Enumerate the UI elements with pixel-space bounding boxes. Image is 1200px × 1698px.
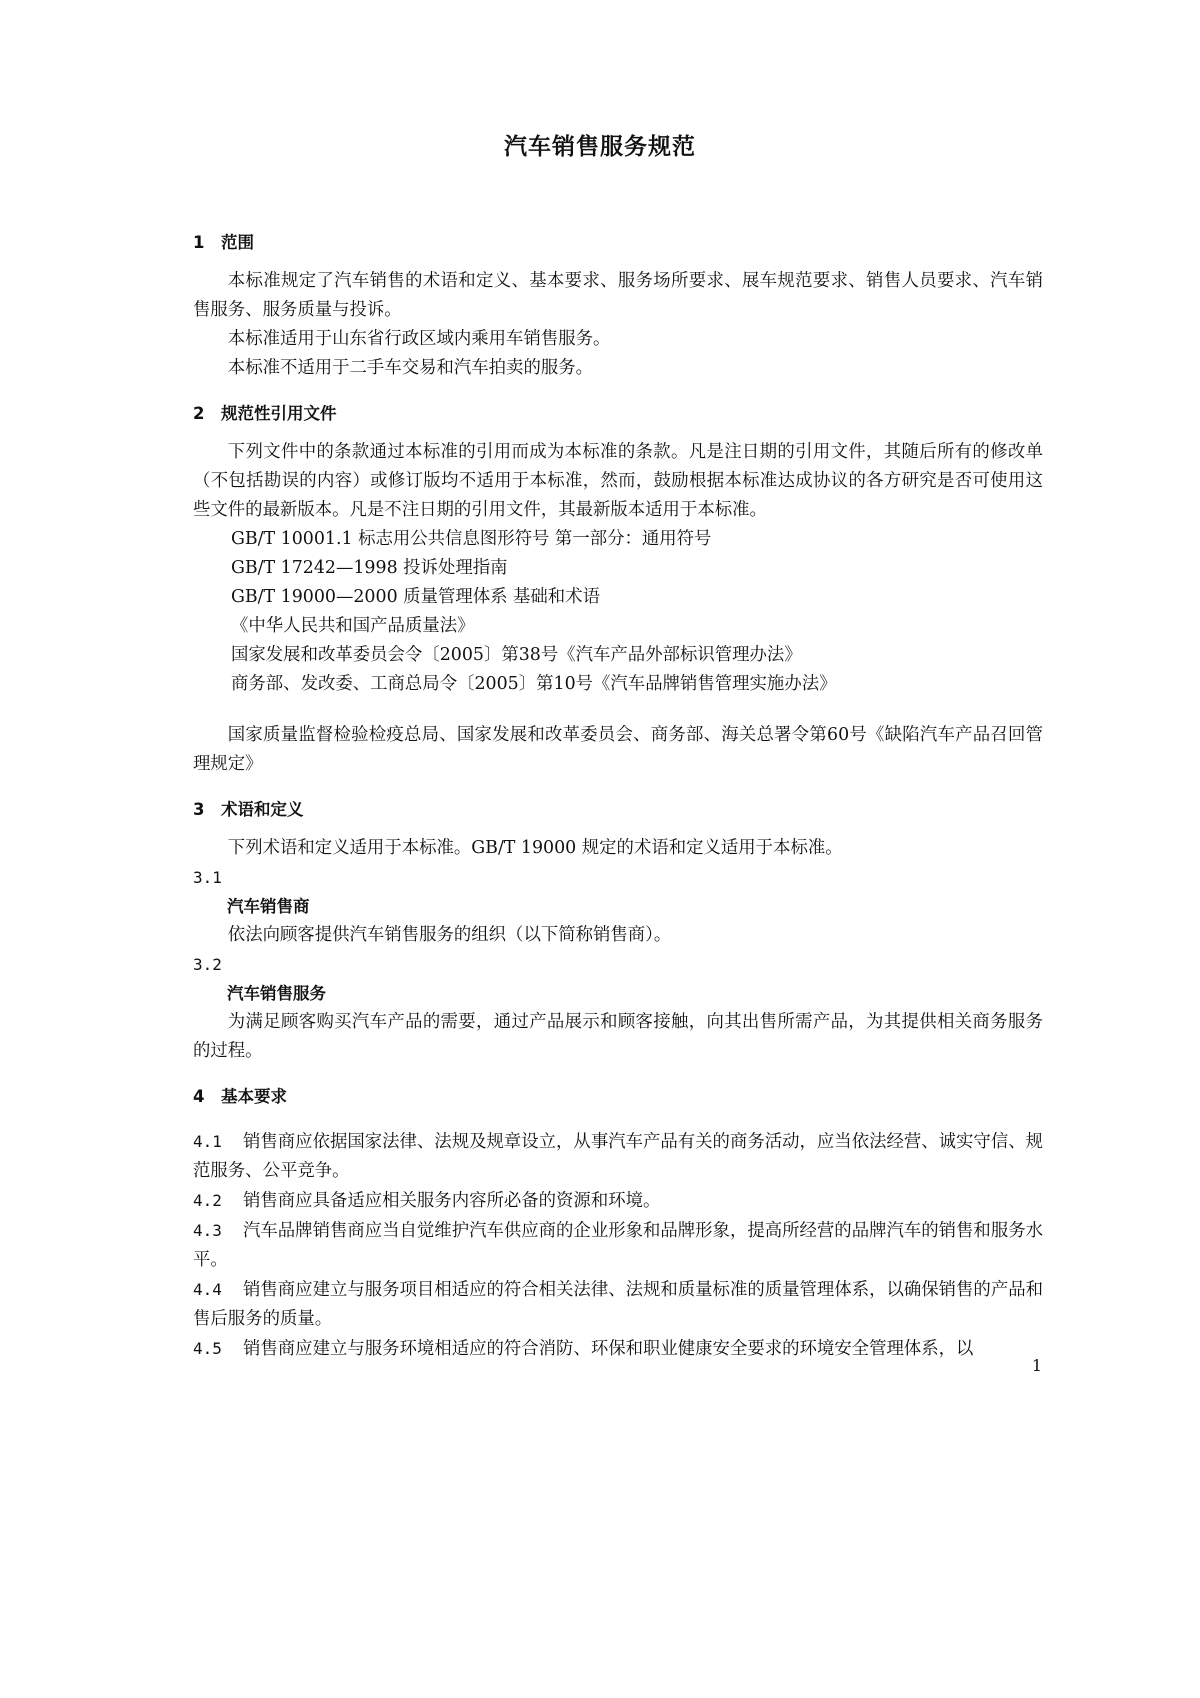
clause-number: 4.5 xyxy=(193,1339,222,1358)
term-name: 汽车销售商 xyxy=(227,897,310,916)
document-body xyxy=(193,228,1043,1364)
section-heading-3 xyxy=(193,795,1043,824)
clause-text: 汽车品牌销售商应当自觉维护汽车供应商的企业形象和品牌形象，提高所经营的品牌汽车的销售和服务水平。 xyxy=(193,1221,1043,1270)
section-number: 1 xyxy=(193,233,205,252)
reference-item: GB/T 17242—1998 投诉处理指南 xyxy=(231,558,508,578)
term-definition: 为满足顾客购买汽车产品的需要，通过产品展示和顾客接触，向其出售所需产品，为其提供相关商务服务的过程。 xyxy=(193,1012,1043,1061)
section-heading-1 xyxy=(193,228,1043,257)
clause-text: 销售商应具备适应相关服务内容所必备的资源和环境。 xyxy=(243,1191,661,1211)
reference-item: 《中华人民共和国产品质量法》 xyxy=(231,616,475,636)
clause-number: 4.2 xyxy=(193,1191,222,1210)
clause-text: 销售商应建立与服务项目相适应的符合相关法律、法规和质量标准的质量管理体系，以确保销售的产品和售后服务的质量。 xyxy=(193,1280,1043,1329)
clause xyxy=(193,1216,1043,1275)
clause xyxy=(193,1127,1043,1186)
reference-item: 国家发展和改革委员会令〔2005〕第38号《汽车产品外部标识管理办法》 xyxy=(231,645,802,665)
term-definition: 依法向顾客提供汽车销售服务的组织（以下简称销售商）。 xyxy=(227,925,672,945)
clause-text: 销售商应依据国家法律、法规及规章设立，从事汽车产品有关的商务活动，应当依法经营、诚实守信、规范服务、公平竞争。 xyxy=(193,1132,1043,1181)
page-number: 1 xyxy=(1031,1356,1042,1375)
section-title: 范围 xyxy=(221,233,254,252)
section-title: 基本要求 xyxy=(221,1087,287,1106)
paragraph: 国家质量监督检验检疫总局、国家发展和改革委员会、商务部、海关总署令第60号《缺陷汽车产品召回管理规定》 xyxy=(193,725,1043,774)
section-heading-2 xyxy=(193,399,1043,428)
paragraph: 下列文件中的条款通过本标准的引用而成为本标准的条款。凡是注日期的引用文件，其随后所有的修改单（不包括勘误的内容）或修订版均不适用于本标准，然而，鼓励根据本标准达成协议的各方研究是否可使用这些文件的最新版本。凡是不注日期的引用文件，其最新版本适用于本标准。 xyxy=(193,442,1043,520)
section-number: 4 xyxy=(193,1087,205,1106)
clause xyxy=(193,1275,1043,1334)
term-number: 3.2 xyxy=(193,955,222,974)
clause-number: 4.4 xyxy=(193,1280,222,1299)
section-title: 规范性引用文件 xyxy=(221,404,337,423)
reference-item: 商务部、发改委、工商总局令〔2005〕第10号《汽车品牌销售管理实施办法》 xyxy=(231,674,837,694)
term-number: 3.1 xyxy=(193,868,222,887)
section-number: 2 xyxy=(193,404,205,423)
paragraph: 下列术语和定义适用于本标准。GB/T 19000 规定的术语和定义适用于本标准。 xyxy=(227,838,843,858)
term-name: 汽车销售服务 xyxy=(227,984,326,1003)
clause-number: 4.3 xyxy=(193,1221,222,1240)
document-title: 汽车销售服务规范 xyxy=(504,134,696,160)
paragraph: 本标准不适用于二手车交易和汽车拍卖的服务。 xyxy=(227,358,594,378)
section-number: 3 xyxy=(193,800,205,819)
section-heading-4 xyxy=(193,1082,1043,1111)
reference-item: GB/T 10001.1 标志用公共信息图形符号 第一部分：通用符号 xyxy=(231,529,712,549)
paragraph: 本标准规定了汽车销售的术语和定义、基本要求、服务场所要求、展车规范要求、销售人员要求、汽车销售服务、服务质量与投诉。 xyxy=(193,271,1043,320)
section-title: 术语和定义 xyxy=(221,800,304,819)
clause-number: 4.1 xyxy=(193,1132,222,1151)
paragraph: 本标准适用于山东省行政区域内乘用车销售服务。 xyxy=(227,329,611,349)
clause xyxy=(193,1334,1043,1364)
reference-item: GB/T 19000—2000 质量管理体系 基础和术语 xyxy=(231,587,600,607)
clause-text: 销售商应建立与服务环境相适应的符合消防、环保和职业健康安全要求的环境安全管理体系，以 xyxy=(243,1339,974,1359)
clause xyxy=(193,1186,1043,1216)
